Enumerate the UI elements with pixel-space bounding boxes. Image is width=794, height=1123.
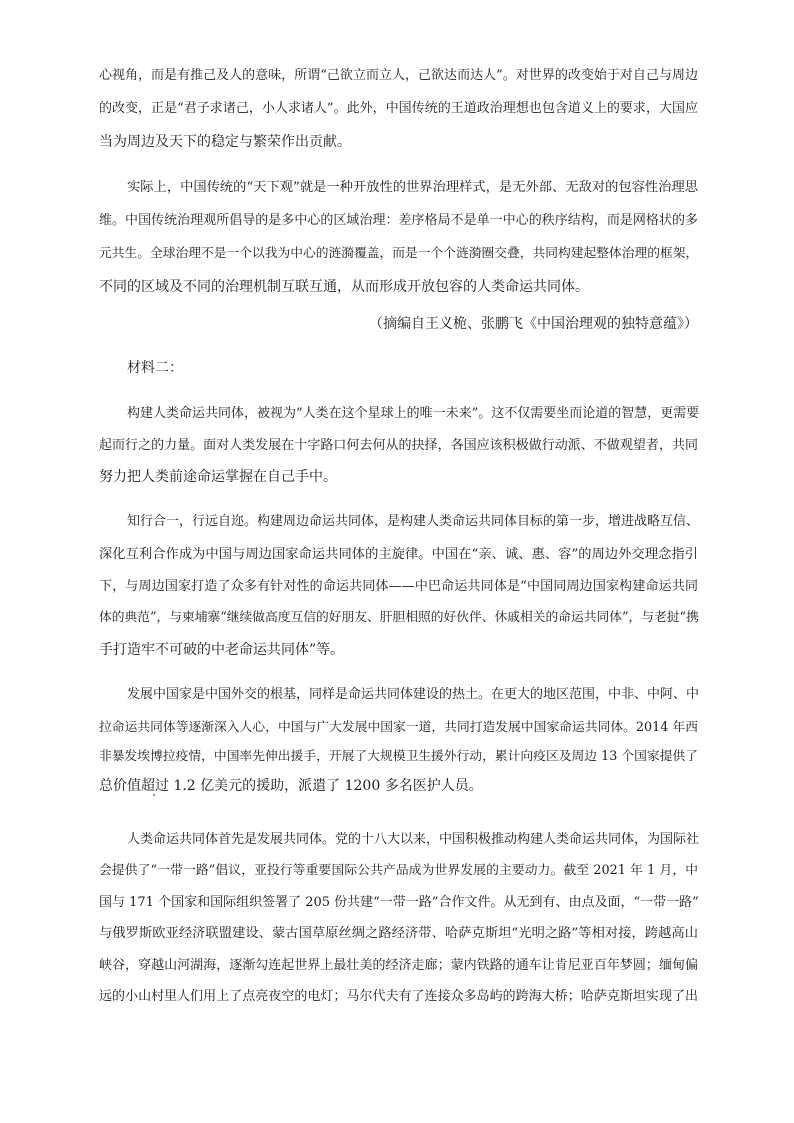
scan-speck bbox=[153, 794, 155, 796]
paragraph-1-line-1: 心视角，而是有推己及人的意味，所谓“己欲立而立人，己欲达而达人”。对世界的改变始于对自己与周边 bbox=[99, 68, 698, 83]
paragraph-3-line-3: 努力把人类前途命运掌握在自己手中。 bbox=[99, 469, 337, 485]
paragraph-5-line-2: 拉命运共同体等逐渐深入人心，中国与广大发展中国家一道，共同打造发展中国家命运共同体。2014 年西 bbox=[99, 720, 698, 735]
paragraph-3-line-1: 构建人类命运共同体，被视为“人类在这个星球上的唯一未来”。这不仅需要坐而论道的智慧，更需要 bbox=[127, 406, 700, 421]
paragraph-2-line-1: 实际上，中国传统的“天下观”就是一种开放性的世界治理样式，是无外部、无敌对的包容性治理思 bbox=[127, 180, 698, 195]
section-heading: 材料二： bbox=[127, 360, 183, 376]
paragraph-6-line-2: 会提供了“一带一路”倡议，亚投行等重要国际公共产品成为世界发展的主要动力。截至 2021 年 1 月，中 bbox=[99, 863, 698, 878]
paragraph-4-line-2: 深化互利合作成为中国与周边国家命运共同体的主旋律。中国在“亲、诚、惠、容”的周边外交理念指引 bbox=[99, 547, 698, 562]
paragraph-6-line-5: 峡谷，穿越山河湖海，逐渐勾连起世界上最壮美的经济走廊；蒙内铁路的通车让肯尼亚百年梦圆；缅甸偏 bbox=[99, 958, 698, 973]
paragraph-5-line-3: 非暴发埃博拉疫情，中国率先伸出援手，开展了大规模卫生援外行动，累计向疫区及周边 13 个国家提供了 bbox=[99, 749, 698, 764]
paragraph-4-line-3: 下，与周边国家打造了众多有针对性的命运共同体——中巴命运共同体是“中国同周边国家构建命运共同 bbox=[99, 579, 698, 594]
paragraph-6-line-6: 远的小山村里人们用上了点亮夜空的电灯；马尔代夫有了连接众多岛屿的跨海大桥；哈萨克斯坦实现了出 bbox=[99, 989, 698, 1004]
source-attribution: （摘编自王义桅、张鹏飞《中国治理观的独特意蕴》） bbox=[369, 316, 698, 332]
paragraph-6-line-1: 人类命运共同体首先是发展共同体。党的十八大以来，中国积极推动构建人类命运共同体，为国际社 bbox=[127, 832, 700, 847]
paragraph-4-line-4: 体的典范”，与柬埔寨“继续做高度互信的好朋友、肝胆相照的好伙伴、休戚相关的命运共同体”，与老挝“携 bbox=[99, 610, 699, 625]
paragraph-5-line-4: 总价值超过 1.2 亿美元的援助，派遣了 1200 多名医护人员。 bbox=[99, 778, 483, 794]
paragraph-4-line-5: 手打造牢不可破的中老命运共同体”等。 bbox=[99, 642, 345, 658]
paragraph-6-line-3: 国与 171 个国家和国际组织签署了 205 份共建“一带一路”合作文件。从无到有、由点及面，“一带一路” bbox=[99, 895, 699, 910]
paragraph-6-line-4: 与俄罗斯欧亚经济联盟建设、蒙古国草原丝绸之路经济带、哈萨克斯坦“光明之路”等相对接，跨越高山 bbox=[99, 926, 698, 941]
paragraph-2-line-3: 元共生。全球治理不是一个以我为中心的涟漪覆盖，而是一个个涟漪圈交叠，共同构建起整体治理的框架， bbox=[99, 246, 699, 261]
paragraph-1-line-2: 的改变，正是“君子求诸己，小人求诸人”。此外，中国传统的王道政治理想也包含道义上的要求，大国应 bbox=[99, 101, 698, 116]
paragraph-3-line-2: 起而行之的力量。面对人类发展在十字路口何去何从的抉择，各国应该积极做行动派、不做观望者，共同 bbox=[99, 438, 698, 453]
paragraph-1-line-3: 当为周边及天下的稳定与繁荣作出贡献。 bbox=[99, 134, 351, 150]
paragraph-2-line-4: 不同的区域及不同的治理机制互联互通，从而形成开放包容的人类命运共同体。 bbox=[99, 279, 589, 295]
paragraph-2-line-2: 维。中国传统治理观所倡导的是多中心的区域治理：差序格局不是单一中心的秩序结构，而是网格状的多 bbox=[99, 213, 698, 228]
paragraph-5-line-1: 发展中国家是中国外交的根基，同样是命运共同体建设的热土。在更大的地区范围，中非、中阿、中 bbox=[127, 687, 700, 702]
paragraph-4-line-1: 知行合一，行远自迩。构建周边命运共同体，是构建人类命运共同体目标的第一步，增进战略互信、 bbox=[127, 514, 700, 529]
